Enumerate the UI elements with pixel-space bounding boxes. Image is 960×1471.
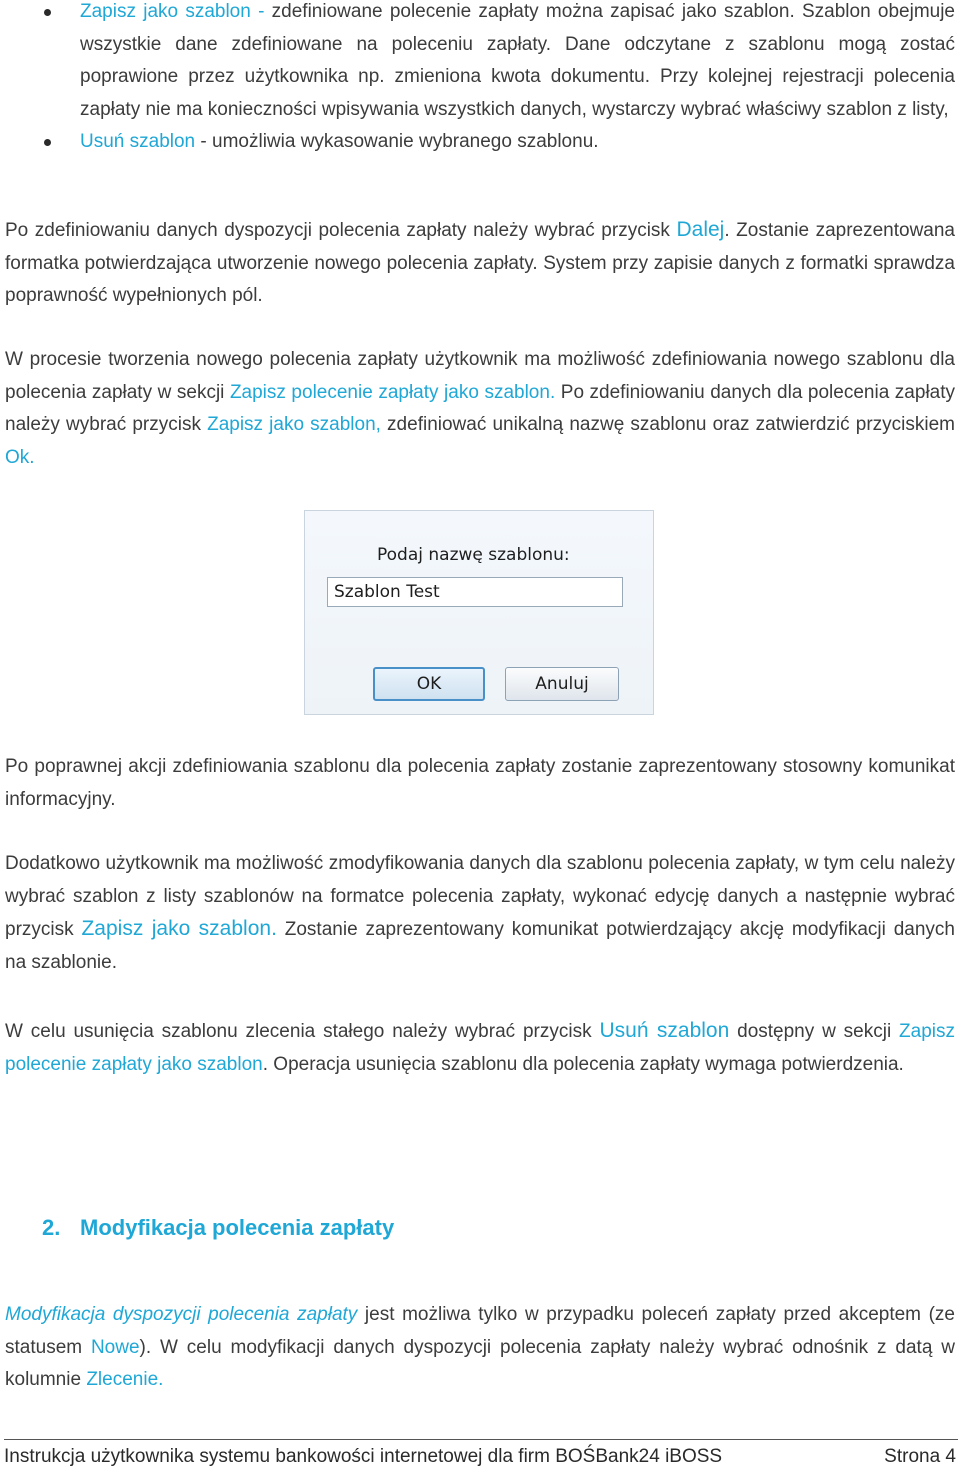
text-segment: Po zdefiniowaniu danych dyspozycji polecenia zapłaty należy wybrać przycisk	[5, 220, 677, 241]
delete-template-link[interactable]: Usuń szablon	[599, 1019, 730, 1042]
cancel-button[interactable]: Anuluj	[505, 667, 619, 701]
bullet-list	[0, 0, 958, 159]
text-segment: Zostanie zaprezentowany komunikat potwierdzający akcję modyfikacji danych na szablonie.	[5, 919, 955, 973]
ok-button[interactable]: OK	[373, 667, 485, 701]
text-segment: jest możliwa tylko w przypadku poleceń zapłaty przed akceptem (ze statusem	[5, 1304, 956, 1358]
paragraph-confirmation: Po poprawnej akcji zdefiniowania szablonu dla polecenia zapłaty zostanie zaprezentowany stosowny komunikat informacyjny.	[5, 756, 955, 810]
page-number: Strona 4	[884, 1446, 956, 1467]
modification-link[interactable]: Modyfikacja dyspozycji polecenia zapłaty	[5, 1304, 358, 1325]
paragraph-next-step	[5, 214, 955, 313]
footer-title: Instrukcja użytkownika systemu bankowości internetowej dla firm BOŚBank24 iBOSS	[4, 1446, 723, 1467]
bullet-dot-icon	[44, 139, 51, 146]
text-segment: . Operacja usunięcia szablonu dla polecenia zapłaty wymaga potwierdzenia.	[262, 1053, 904, 1075]
text-segment: Po zdefiniowaniu danych dla polecenia zapłaty należy wybrać przycisk	[5, 381, 956, 435]
text-segment: dostępny w sekcji	[729, 1021, 900, 1042]
template-name-input[interactable]	[327, 577, 623, 607]
bullet-text: zdefiniowane polecenie zapłaty można zapisać jako szablon. Szablon obejmuje wszystkie dane zdefiniowane na poleceniu zapłaty. Dane odczytane z szablonu mogą zostać poprawione przez użytkownika np. zmieniona kwota dokumentu. Przy kolejnej rejestracji polecenia zapłaty nie ma konieczności wpisywania wszystkich danych, wystarczy wybrać właściwy szablon z listy,	[80, 1, 955, 120]
save-as-template-link[interactable]: Zapisz jako szablon.	[81, 917, 277, 940]
paragraph-modify-template	[5, 848, 955, 979]
delete-template-link[interactable]: Usuń szablon	[80, 131, 196, 152]
bullet-text: - umożliwia wykasowanie wybranego szablonu.	[195, 131, 599, 152]
bullet-item-delete-template	[0, 126, 958, 159]
bullet-item-save-template	[0, 0, 958, 126]
dialog-label: Podaj nazwę szablonu:	[377, 545, 570, 565]
next-button-link[interactable]: Dalej	[676, 218, 725, 241]
heading-title: Modyfikacja polecenia zapłaty	[80, 1215, 395, 1240]
paragraph-save-as-template	[5, 344, 955, 474]
save-section-link[interactable]: Zapisz polecenie zapłaty jako szablon	[5, 1021, 955, 1075]
text-segment: zdefiniować unikalną nazwę szablonu oraz zatwierdzić przyciskiem	[380, 414, 955, 435]
paragraph-modification	[5, 1299, 955, 1397]
bullet-dot-icon	[44, 9, 51, 16]
footer-divider	[4, 1439, 958, 1440]
save-section-link[interactable]: Zapisz polecenie zapłaty jako szablon.	[229, 381, 556, 403]
section-heading	[42, 1212, 394, 1244]
text-segment: . Zostanie zaprezentowana formatka potwierdzająca utworzenie nowego polecenia zapłaty. System przy zapisie danych z formatki sprawdza poprawność wypełnionych pól.	[5, 220, 956, 306]
text-segment: W procesie tworzenia nowego polecenia zapłaty użytkownik ma możliwość zdefiniowania nowego szablonu dla polecenia zapłaty w sekcji	[5, 349, 955, 403]
text-segment: Dodatkowo użytkownik ma możliwość zmodyfikowania danych dla szablonu polecenia zapłaty, w tym celu należy wybrać szablon z listy szablonów na formatce polecenia zapłaty, wykonać edycję danych a następnie wybrać przycisk	[5, 853, 955, 940]
heading-number: 2.	[42, 1215, 61, 1240]
save-as-template-link[interactable]: Zapisz jako szablon,	[207, 414, 381, 435]
paragraph-delete-template	[5, 1015, 955, 1081]
text-segment: ). W celu modyfikacji danych dyspozycji polecenia zapłaty należy wybrać odnośnik z datą w kolumnie	[5, 1336, 955, 1390]
template-name-dialog	[304, 510, 654, 715]
text-segment: W celu usunięcia szablonu zlecenia stałego należy wybrać przycisk	[5, 1021, 600, 1042]
save-template-link[interactable]: Zapisz jako szablon -	[80, 1, 265, 22]
status-new-link[interactable]: Nowe	[90, 1336, 140, 1358]
order-column-link[interactable]: Zlecenie.	[86, 1369, 164, 1390]
ok-link[interactable]: Ok.	[5, 446, 35, 468]
